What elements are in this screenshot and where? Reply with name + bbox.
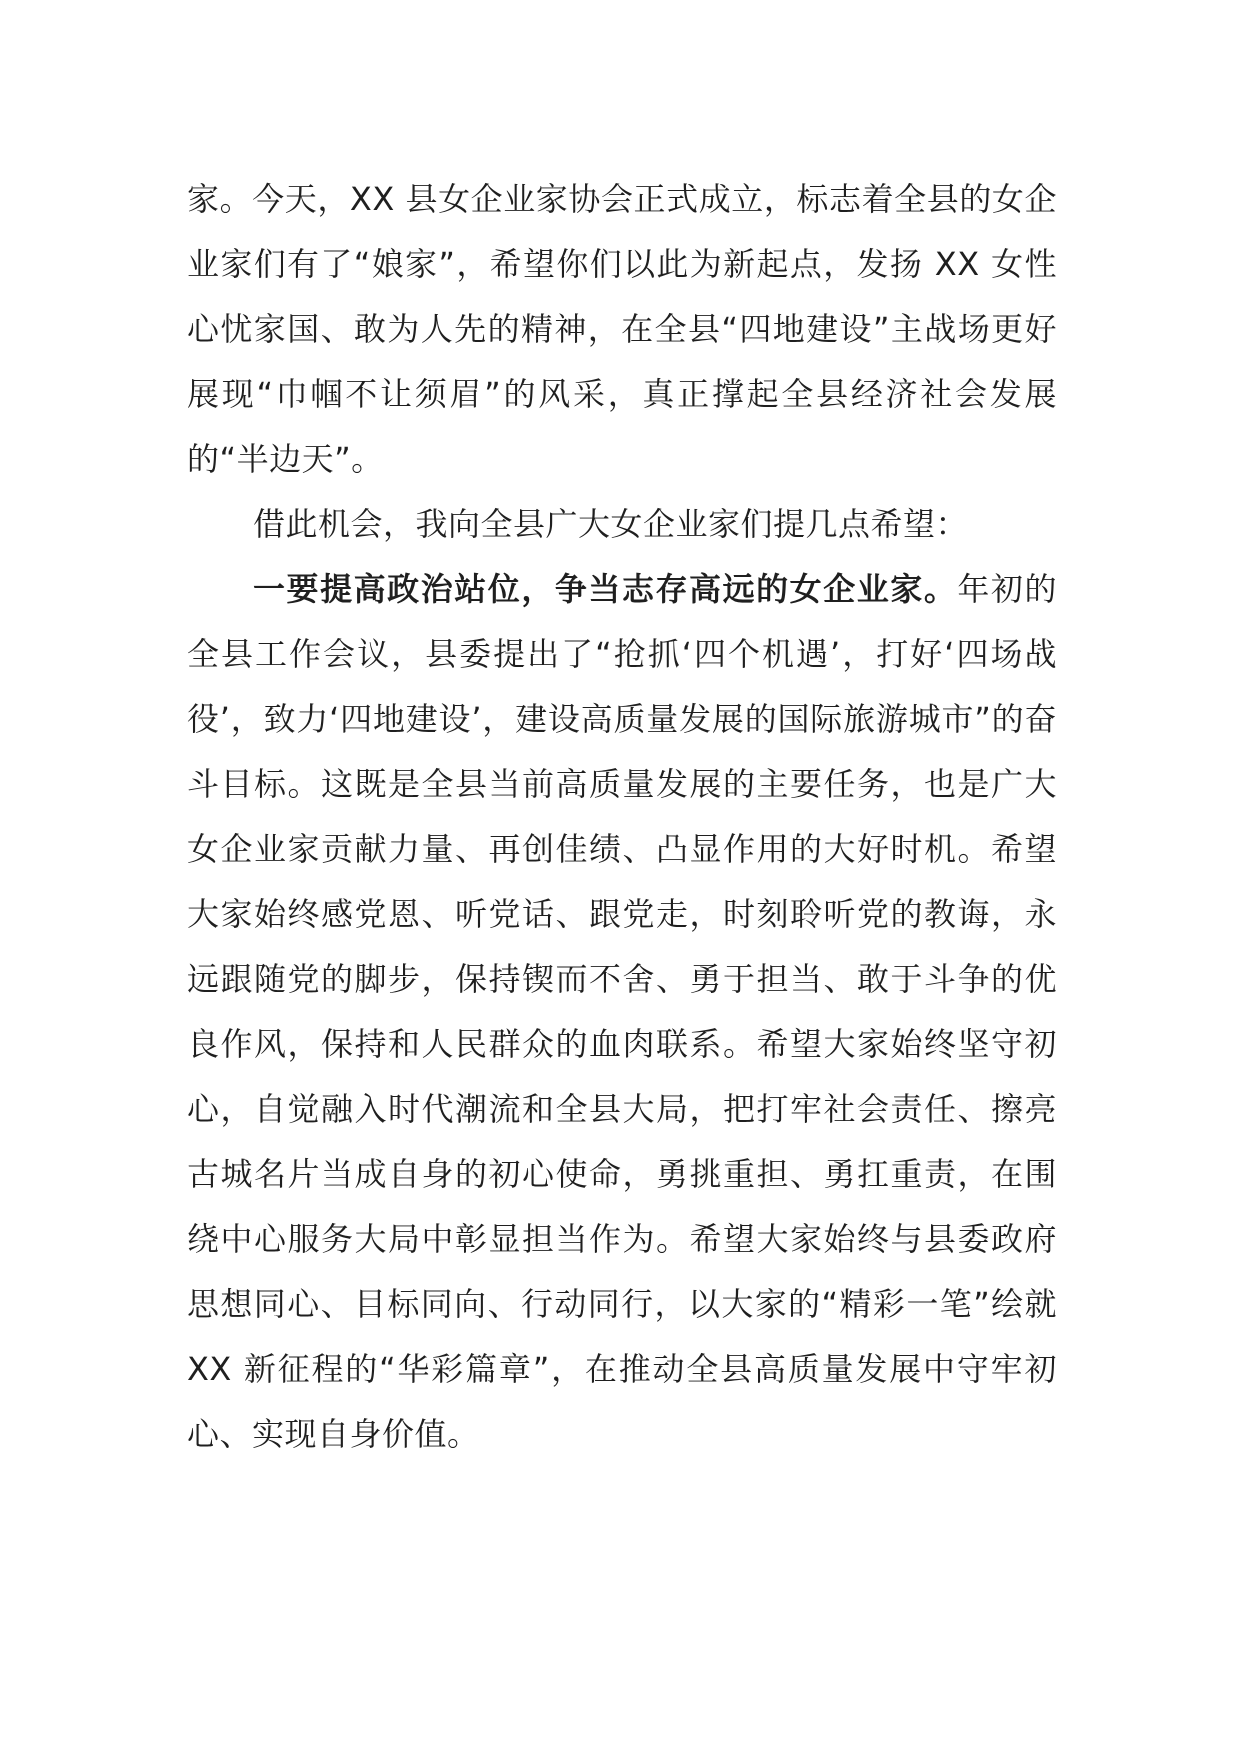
paragraph-first-hope [187,557,1057,1467]
document-body [187,167,1057,1467]
paragraph-intro: 借此机会，我向全县广大女企业家们提几点希望： [253,505,969,543]
paragraph-continuation: 家。今天，XX 县女企业家协会正式成立，标志着全县的女企业家们有了“娘家”，希望你们以此为新起点，发扬 XX 女性心忧家国、敢为人先的精神，在全县“四地建设”主战场更好展现“巾帼不让须眉”的风采，真正撑起全县经济社会发展的“半边天”。 [187,180,1057,478]
first-hope-body: 年初的全县工作会议，县委提出了“抢抓‘四个机遇’，打好‘四场战役’，致力‘四地建设’，建设高质量发展的国际旅游城市”的奋斗目标。这既是全县当前高质量发展的主要任务，也是广大女企业家贡献力量、再创佳绩、凸显作用的大好时机。希望大家始终感党恩、听党话、跟党走，时刻聆听党的教诲，永远跟随党的脚步，保持锲而不舍、勇于担当、敢于斗争的优良作风，保持和人民群众的血肉联系。希望大家始终坚守初心，自觉融入时代潮流和全县大局，把打牢社会责任、擦亮古城名片当成自身的初心使命，勇挑重担、勇扛重责，在围绕中心服务大局中彰显担当作为。希望大家始终与县委政府思想同心、目标同向、行动同行，以大家的“精彩一笔”绘就 XX 新征程的“华彩篇章”，在推动全县高质量发展中守牢初心、实现自身价值。 [187,570,1057,1453]
first-hope-heading: 一要提高政治站位，争当志存高远的女企业家。 [253,570,958,608]
